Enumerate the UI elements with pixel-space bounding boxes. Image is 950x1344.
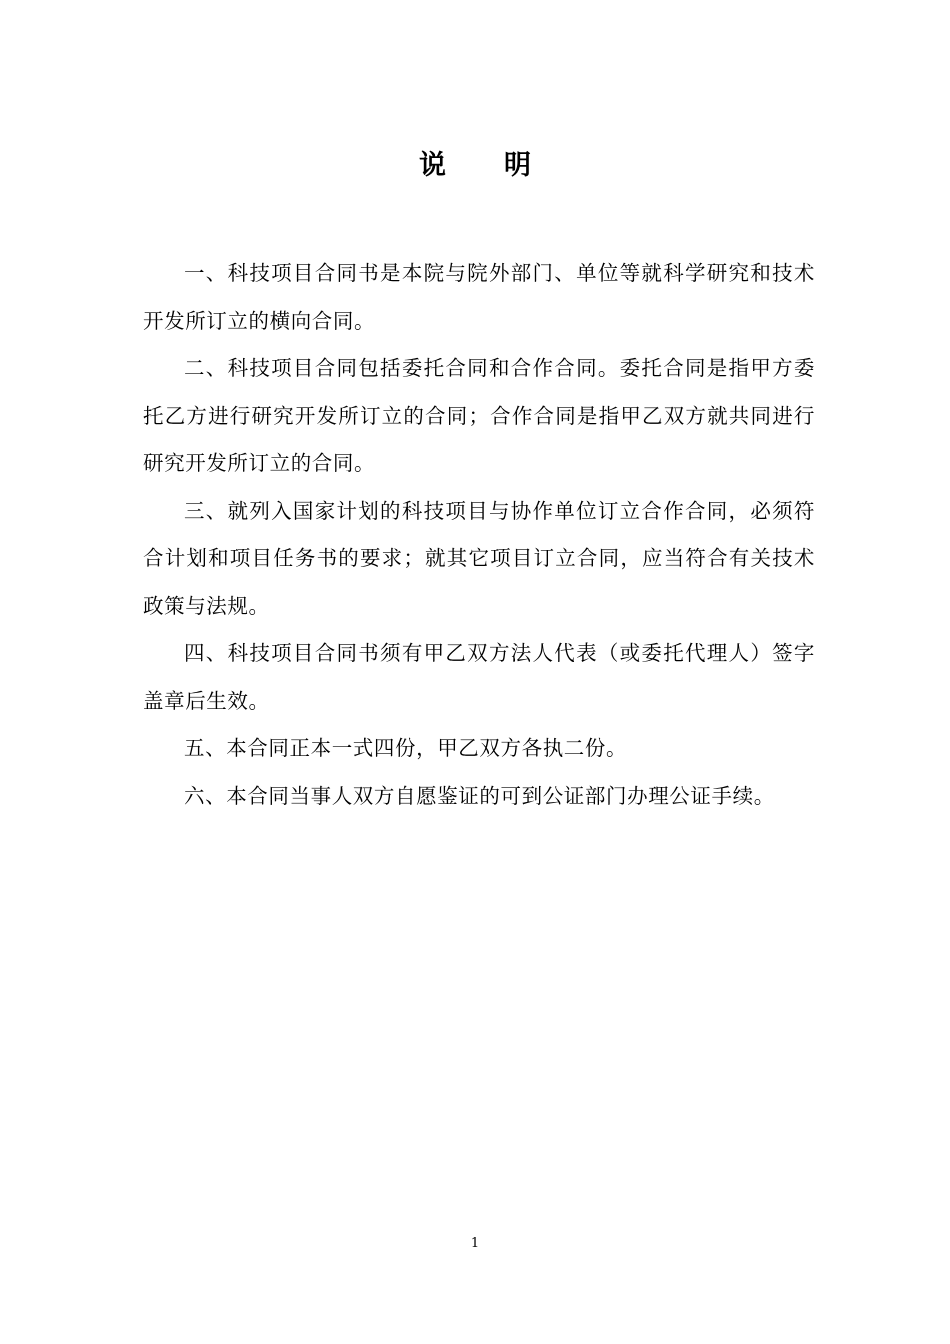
- paragraph-4: 四、科技项目合同书须有甲乙双方法人代表（或委托代理人）签字盖章后生效。: [143, 641, 815, 713]
- title-char-1: 说: [419, 150, 446, 181]
- page-title: [0, 146, 950, 186]
- paragraph-2: 二、科技项目合同包括委托合同和合作合同。委托合同是指甲方委托乙方进行研究开发所订立的合同；合作合同是指甲乙双方就共同进行研究开发所订立的合同。: [143, 356, 815, 475]
- paragraph-5: 五、本合同正本一式四份，甲乙双方各执二份。: [184, 736, 628, 760]
- paragraph-3: 三、就列入国家计划的科技项目与协作单位订立合作合同，必须符合计划和项目任务书的要求；就其它项目订立合同，应当符合有关技术政策与法规。: [143, 498, 815, 618]
- paragraph-6: 六、本合同当事人双方自愿鉴证的可到公证部门办理公证手续。: [184, 783, 775, 808]
- title-char-2: 明: [504, 150, 531, 181]
- paragraph-1: 一、科技项目合同书是本院与院外部门、单位等就科学研究和技术开发所订立的横向合同。: [143, 261, 815, 333]
- instructions-body: [143, 250, 815, 820]
- page-number: 1: [470, 1236, 480, 1251]
